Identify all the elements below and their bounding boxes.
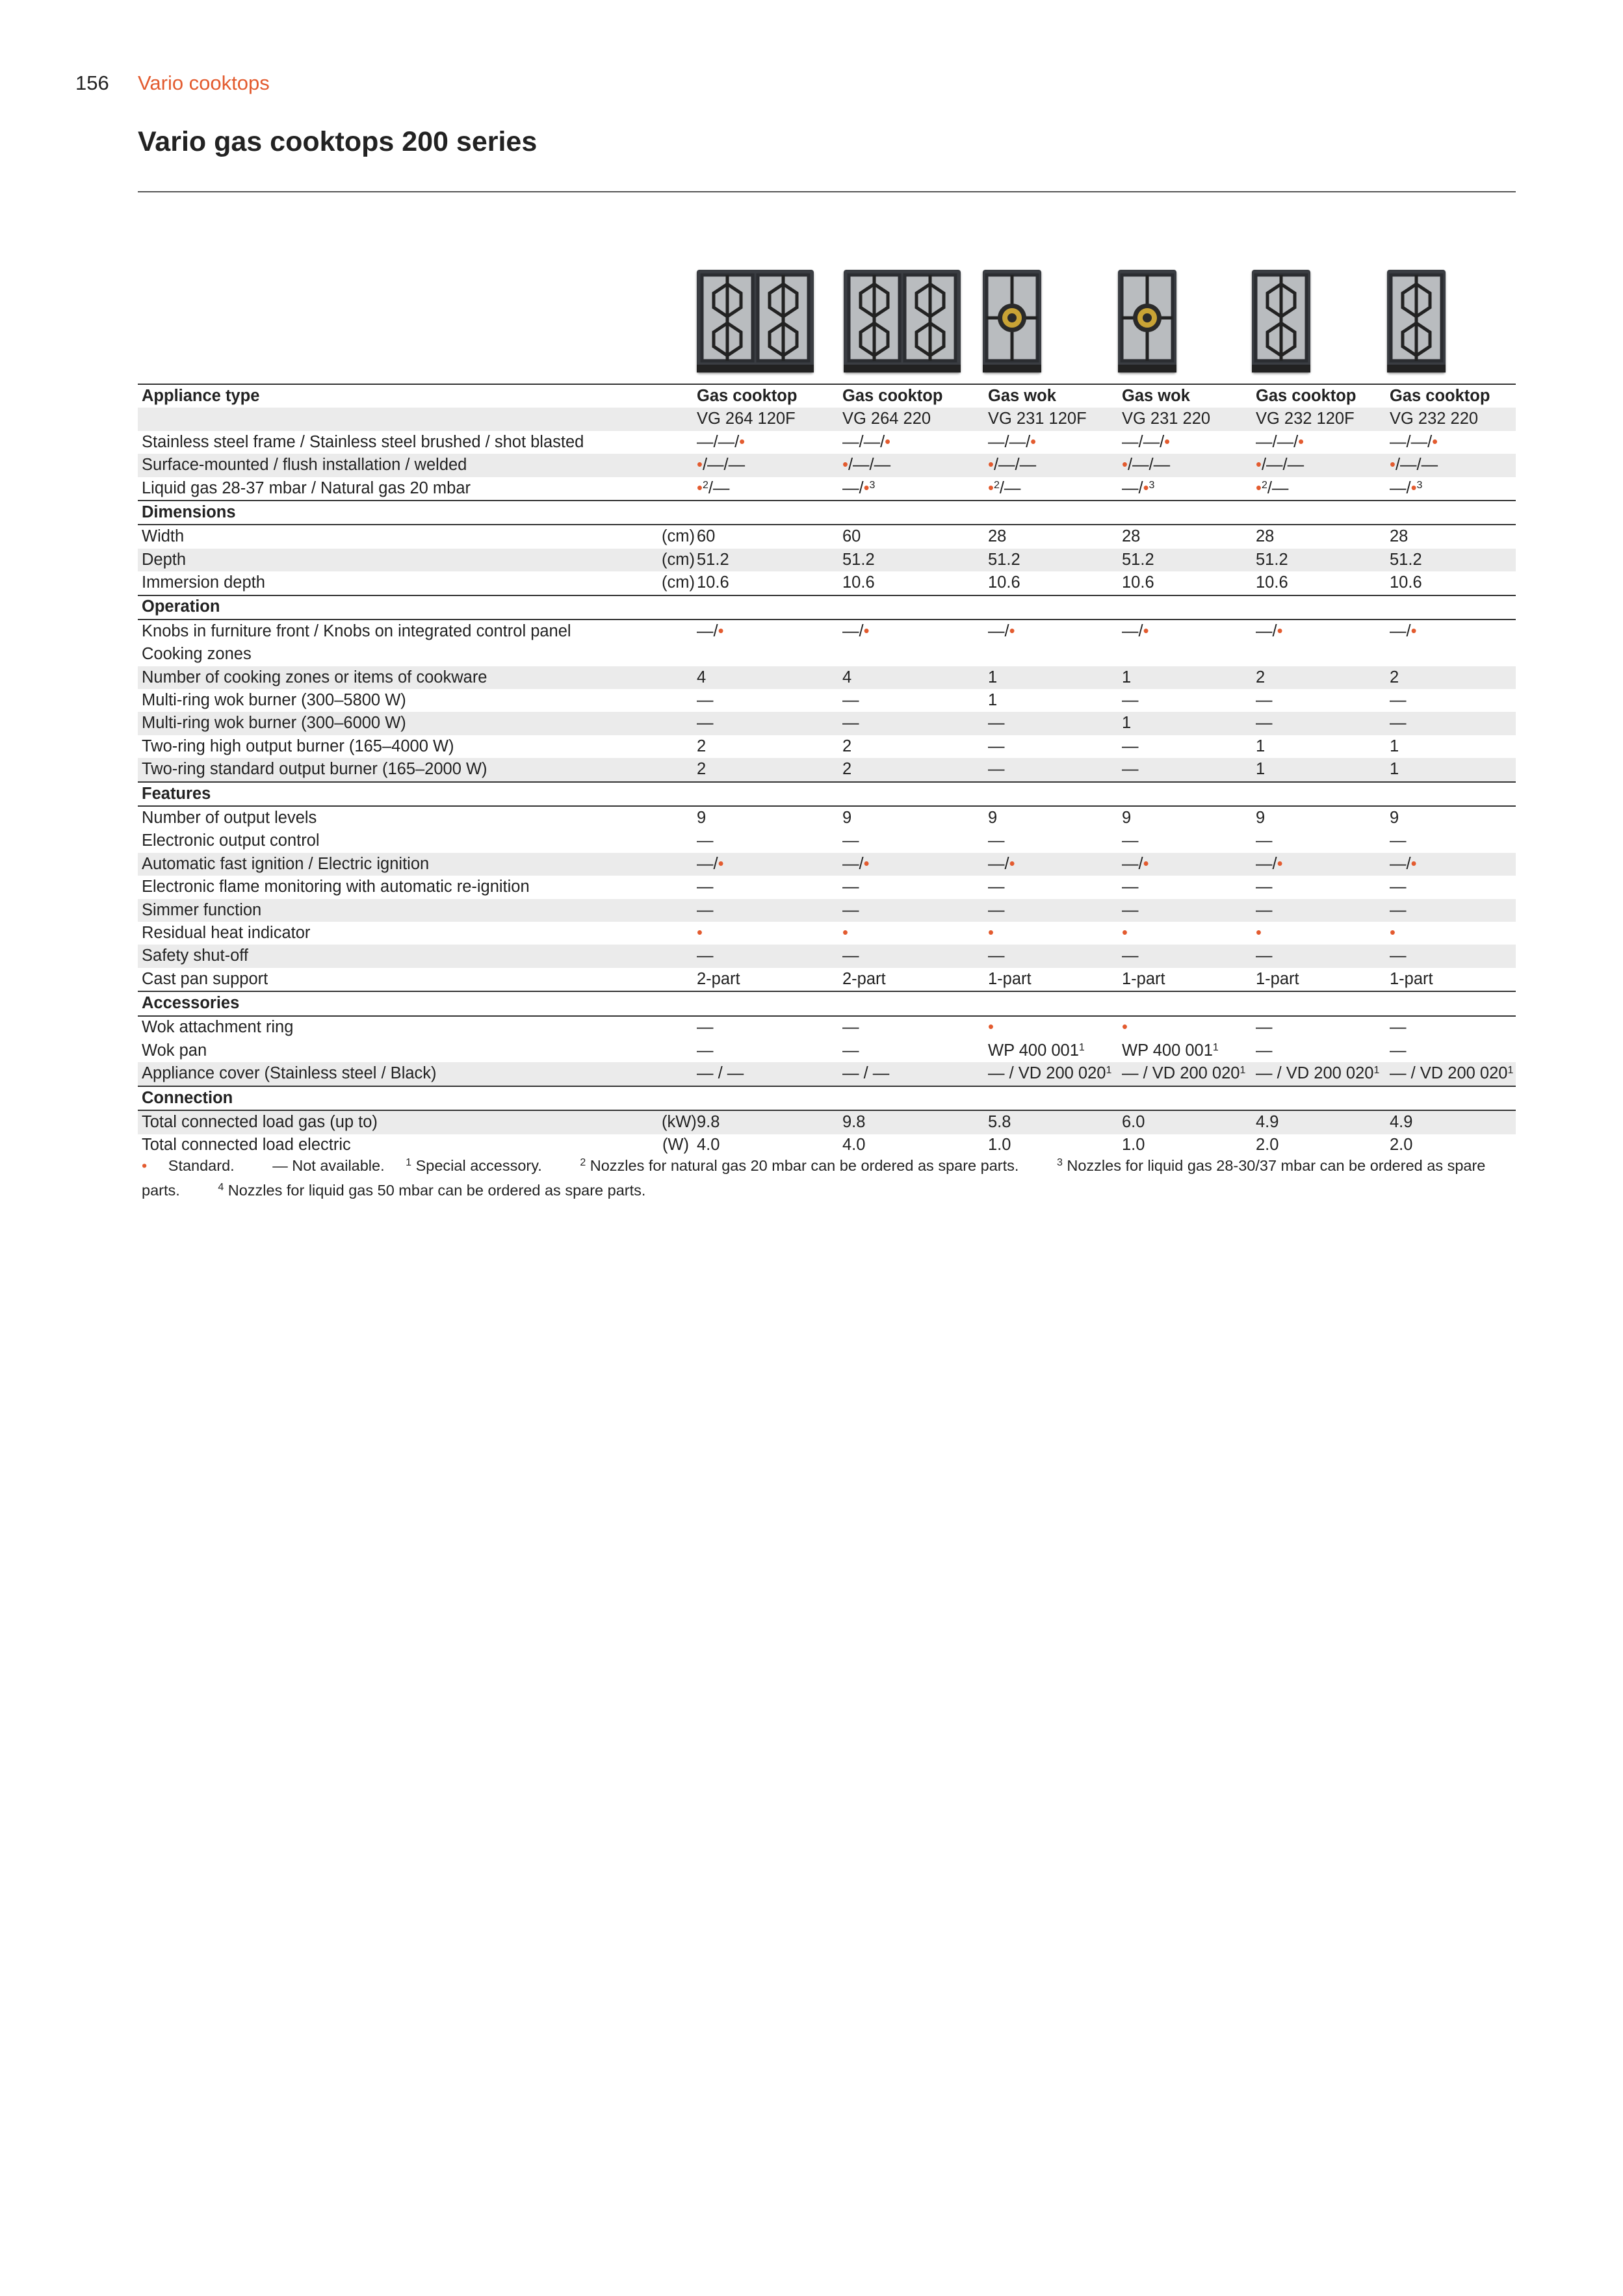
row-unit — [658, 1039, 693, 1062]
table-cell: 28 — [1256, 527, 1275, 546]
table-row — [138, 454, 1516, 476]
footnote-standard: • Standard. — [142, 1157, 235, 1174]
table-cell: 51.2 — [1386, 549, 1516, 571]
single-cooktop-icon — [1252, 270, 1310, 372]
table-cell: 9 — [988, 808, 998, 827]
row-label: Total connected load gas (up to) — [138, 1110, 658, 1134]
table-cell: 2-part — [697, 969, 740, 988]
group-title: Features — [138, 782, 1516, 806]
row-label: Automatic fast ignition / Electric ignition — [138, 853, 658, 876]
group-title: Connection — [138, 1086, 1516, 1110]
table-cell: 1 — [988, 691, 998, 710]
table-cell: — — [838, 712, 984, 735]
table-cell: 51.2 — [1252, 549, 1386, 571]
table-row — [138, 968, 1516, 991]
two-zone-double-cooktop-icon — [844, 270, 961, 372]
table-cell: • — [1390, 923, 1396, 942]
table-cell: 10.6 — [842, 573, 875, 592]
table-cell: — — [984, 758, 1118, 781]
table-cell: 9.8 — [838, 1110, 984, 1134]
table-cell: —/• — [838, 853, 984, 876]
row-label: Number of cooking zones or items of cookware — [138, 666, 658, 689]
table-cell: — — [842, 831, 859, 850]
table-row — [138, 525, 1516, 548]
row-label: Wok attachment ring — [142, 1018, 294, 1037]
row-label: Surface-mounted / flush installation / welded — [138, 454, 658, 476]
product-model: VG 264 220 — [838, 408, 984, 430]
table-cell: 10.6 — [697, 573, 729, 592]
table-row — [138, 689, 1516, 712]
table-row — [138, 899, 1516, 922]
table-cell: 1.0 — [1122, 1136, 1145, 1155]
table-cell: 28 — [988, 527, 1007, 546]
table-cell: — — [842, 1041, 859, 1060]
row-unit — [658, 829, 693, 852]
row-label: Two-ring standard output burner (165–2000 W) — [138, 758, 658, 781]
table-cell: —/—/• — [842, 432, 891, 451]
table-cell: 2.0 — [1256, 1136, 1279, 1155]
table-cell: — — [1256, 691, 1273, 710]
table-cell: 2 — [1386, 666, 1516, 689]
table-cell: — / VD 200 $020^1$ — [1118, 1062, 1252, 1086]
page-title: Vario gas cooktops 200 series — [138, 126, 538, 157]
row-unit: (kW) — [658, 1110, 693, 1134]
table-cell: 28 — [1122, 527, 1141, 546]
row-label: Width — [142, 527, 185, 546]
table-cell: 1 — [1252, 758, 1386, 781]
table-cell: — / VD 200 $020^1$ — [1252, 1062, 1386, 1086]
table-cell: —/• — [1256, 621, 1283, 640]
row-label: Knobs in furniture front / Knobs on integrated control panel — [142, 621, 571, 640]
row-unit: (cm) — [662, 527, 695, 546]
table-row — [138, 922, 1516, 945]
row-unit: (W) — [662, 1136, 689, 1155]
table-cell: — — [1386, 945, 1516, 967]
row-unit — [658, 666, 693, 689]
table-cell: — — [1118, 945, 1252, 967]
table-cell: — — [1390, 831, 1407, 850]
table-cell: 2-part — [842, 969, 886, 988]
row-unit: (cm) — [662, 573, 695, 592]
group-title: Operation — [138, 595, 1516, 620]
table-cell: —/• — [1122, 621, 1149, 640]
table-cell: 1-part — [1390, 969, 1433, 988]
table-cell: •/—/— — [693, 454, 838, 476]
table-cell: 1-part — [988, 969, 1032, 988]
table-row — [138, 549, 1516, 571]
table-cell: 9 — [842, 808, 852, 827]
model-row — [138, 408, 1516, 430]
table-row — [138, 876, 1516, 898]
table-cell: 1 — [1118, 666, 1252, 689]
table-cell: 4 — [838, 666, 984, 689]
group-header-connection — [138, 1086, 1516, 1110]
section-title: Vario cooktops — [138, 72, 270, 94]
table-cell: 60 — [697, 527, 716, 546]
table-cell: •/—/— — [1252, 454, 1386, 476]
product-type: Gas cooktop — [838, 384, 984, 408]
table-row — [138, 853, 1516, 876]
table-cell: 1-part — [1256, 969, 1299, 988]
row-label: Depth — [138, 549, 658, 571]
table-cell: —/—/• — [697, 432, 746, 451]
table-cell: 4.0 — [697, 1136, 720, 1155]
group-header-accessories — [138, 991, 1516, 1015]
table-cell: 9 — [1122, 808, 1132, 827]
table-cell: 1-part — [1122, 969, 1165, 988]
table-cell: 1.0 — [988, 1136, 1011, 1155]
group-header-dimensions — [138, 501, 1516, 525]
row-label: Cooking zones — [142, 645, 252, 664]
table-cell: • — [1256, 923, 1262, 942]
table-cell: — — [1118, 899, 1252, 922]
row-unit — [658, 968, 693, 991]
table-cell: •/—/— — [1386, 454, 1516, 476]
table-cell: —/•$^3$ — [1122, 478, 1155, 497]
row-label: Simmer function — [138, 899, 658, 922]
table-cell: — — [1118, 758, 1252, 781]
table-cell: — — [697, 831, 714, 850]
table-cell: — — [697, 1041, 714, 1060]
table-cell: — — [838, 945, 984, 967]
table-cell: 9.8 — [693, 1110, 838, 1134]
table-cell: — — [984, 945, 1118, 967]
wok-burner-icon — [1118, 270, 1176, 372]
table-cell: •/—/— — [1118, 454, 1252, 476]
table-cell: — — [1390, 878, 1407, 896]
table-cell: 2.0 — [1390, 1136, 1413, 1155]
table-cell: — — [842, 1018, 859, 1037]
row-label: Stainless steel frame / Stainless steel brushed / shot blasted — [142, 432, 584, 451]
table-cell: WP 400 $001^1$ — [1122, 1041, 1219, 1060]
table-cell: — — [1390, 1018, 1407, 1037]
table-cell: 1 — [1118, 712, 1252, 735]
group-header-features — [138, 782, 1516, 806]
product-type: Gas cooktop — [693, 384, 838, 408]
table-cell: • — [988, 923, 994, 942]
table-cell: — — [1390, 1041, 1407, 1060]
table-cell: — — [693, 712, 838, 735]
row-label: Wok pan — [142, 1041, 207, 1060]
group-title: Accessories — [138, 991, 1516, 1015]
table-row — [138, 1016, 1516, 1039]
table-cell: — — [1256, 831, 1273, 850]
table-cell: — / VD 200 $020^1$ — [1386, 1062, 1516, 1086]
table-cell: — — [1252, 899, 1386, 922]
footnote-not-available: — Not available. — [272, 1157, 385, 1174]
table-row — [138, 945, 1516, 967]
page-number: 156 — [75, 72, 109, 94]
row-unit — [658, 945, 693, 967]
table-cell: — — [1252, 945, 1386, 967]
table-cell: — — [1390, 691, 1407, 710]
table-cell: —/• — [697, 621, 724, 640]
product-model: VG 264 120F — [693, 408, 838, 430]
row-unit — [658, 1062, 693, 1086]
product-model: VG 232 220 — [1386, 408, 1516, 430]
table-cell: —/• — [842, 621, 870, 640]
row-label: Two-ring high output burner (165–4000 W) — [142, 737, 454, 755]
table-cell: —/•$^3$ — [842, 478, 876, 497]
table-cell: 2 — [693, 758, 838, 781]
table-cell: 2 — [838, 758, 984, 781]
wok-burner-icon — [983, 270, 1041, 372]
product-model: VG 231 220 — [1118, 408, 1252, 430]
table-cell: —/• — [984, 853, 1118, 876]
row-unit — [658, 876, 693, 898]
table-cell: WP 400 $001^1$ — [988, 1041, 1085, 1060]
table-cell: 51.2 — [693, 549, 838, 571]
table-cell: — — [988, 737, 1005, 755]
table-cell: •$^2$/— — [697, 478, 730, 497]
row-unit — [658, 758, 693, 781]
table-cell: —/• — [693, 853, 838, 876]
row-unit — [658, 712, 693, 735]
table-row — [138, 1062, 1516, 1086]
single-cooktop-icon — [1387, 270, 1446, 372]
table-cell: 4.9 — [1386, 1110, 1516, 1134]
table-cell: — — [984, 712, 1118, 735]
table-cell: 10.6 — [1122, 573, 1154, 592]
table-cell: • — [842, 923, 848, 942]
table-cell: •/—/— — [838, 454, 984, 476]
table-row — [138, 666, 1516, 689]
footnotes — [142, 1152, 1513, 1201]
table-row — [138, 571, 1516, 595]
table-cell: •$^2$/— — [988, 478, 1021, 497]
row-label: Total connected load electric — [142, 1136, 351, 1155]
footnote-3: $^3$ Nozzles for liquid gas 28-30/37 mbar can be ordered as spare parts. — [142, 1157, 1486, 1199]
table-row — [138, 477, 1516, 501]
table-cell: 9 — [697, 808, 707, 827]
table-row — [138, 431, 1516, 454]
table-cell: 1 — [1386, 758, 1516, 781]
row-unit — [658, 806, 693, 829]
table-cell: 1 — [1390, 737, 1399, 755]
table-cell: 2 — [697, 737, 707, 755]
row-label: Liquid gas 28-37 mbar / Natural gas 20 mbar — [142, 478, 471, 497]
table-cell: 9 — [1390, 808, 1399, 827]
table-cell: •/—/— — [984, 454, 1118, 476]
product-type: Gas cooktop — [1386, 384, 1516, 408]
footnote-2: $^2$ Nozzles for natural gas 20 mbar can be ordered as spare parts. — [580, 1157, 1019, 1174]
row-label: Electronic flame monitoring with automatic re-ignition — [142, 878, 530, 896]
appliance-type-row — [138, 384, 1516, 408]
table-row — [138, 806, 1516, 829]
table-cell: — — [988, 831, 1005, 850]
table-cell: 1 — [1256, 737, 1266, 755]
row-unit — [658, 899, 693, 922]
table-row — [138, 829, 1516, 852]
row-label: Number of output levels — [142, 808, 317, 827]
table-cell: •$^2$/— — [1256, 478, 1289, 497]
table-cell: 6.0 — [1118, 1110, 1252, 1134]
table-row — [138, 712, 1516, 735]
table-cell: — — [842, 878, 859, 896]
table-cell: 60 — [842, 527, 861, 546]
table-cell: — — [842, 691, 859, 710]
row-label: Cast pan support — [142, 969, 268, 988]
table-row — [138, 758, 1516, 781]
row-unit — [658, 735, 693, 758]
product-type: Gas wok — [1118, 384, 1252, 408]
product-type: Gas cooktop — [1252, 384, 1386, 408]
table-cell: — / VD 200 $020^1$ — [984, 1062, 1118, 1086]
table-cell: • — [1122, 1018, 1128, 1037]
group-title: Dimensions — [138, 501, 1516, 525]
table-cell: —/• — [1118, 853, 1252, 876]
table-cell: 10.6 — [1390, 573, 1422, 592]
table-cell: — — [1122, 737, 1139, 755]
row-unit — [658, 689, 693, 712]
table-cell: • — [1122, 923, 1128, 942]
spec-table — [138, 384, 1516, 1157]
table-row — [138, 1110, 1516, 1134]
table-cell: —/• — [1252, 853, 1386, 876]
title-divider — [138, 191, 1516, 192]
table-row — [138, 620, 1516, 643]
table-cell: — / — — [693, 1062, 838, 1086]
row-label: Safety shut-off — [138, 945, 658, 967]
table-cell: 51.2 — [984, 549, 1118, 571]
table-cell: — — [697, 1018, 714, 1037]
table-cell: —/• — [1386, 853, 1516, 876]
table-cell: 51.2 — [1118, 549, 1252, 571]
table-cell: 4.0 — [842, 1136, 866, 1155]
table-cell: 4 — [693, 666, 838, 689]
table-cell: 9 — [1256, 808, 1266, 827]
table-cell: 2 — [842, 737, 852, 755]
table-cell: 5.8 — [984, 1110, 1118, 1134]
table-cell: —/—/• — [1256, 432, 1305, 451]
table-cell: — — [697, 691, 714, 710]
table-row — [138, 735, 1516, 758]
row-label: Residual heat indicator — [142, 923, 311, 942]
group-header-operation — [138, 595, 1516, 620]
table-cell: — — [1252, 712, 1386, 735]
table-cell: — — [1386, 899, 1516, 922]
row-label: Electronic output control — [142, 831, 320, 850]
table-row — [138, 643, 1516, 666]
row-label: Immersion depth — [142, 573, 265, 592]
table-cell: 10.6 — [1256, 573, 1288, 592]
table-cell: • — [988, 1018, 994, 1037]
table-row — [138, 1039, 1516, 1062]
table-cell: — — [1122, 691, 1139, 710]
table-cell: —/• — [1390, 621, 1417, 640]
table-cell: — — [1256, 1018, 1273, 1037]
table-cell: — / — — [838, 1062, 984, 1086]
footnote-1: $^1$ Special accessory. — [406, 1157, 542, 1174]
product-model: VG 231 120F — [984, 408, 1118, 430]
table-cell: —/—/• — [988, 432, 1037, 451]
table-cell: — — [693, 945, 838, 967]
table-cell: —/•$^3$ — [1390, 478, 1423, 497]
row-label: Appliance type — [138, 384, 658, 408]
footnote-4: $^4$ Nozzles for liquid gas 50 mbar can be ordered as spare parts. — [218, 1182, 646, 1199]
table-cell: — — [984, 899, 1118, 922]
product-model: VG 232 120F — [1252, 408, 1386, 430]
product-type: Gas wok — [984, 384, 1118, 408]
table-cell: • — [697, 923, 703, 942]
table-cell: 2 — [1252, 666, 1386, 689]
row-label: Multi-ring wok burner (300–6000 W) — [138, 712, 658, 735]
table-cell: — — [1122, 831, 1139, 850]
product-images — [138, 263, 1516, 377]
table-cell: — — [838, 899, 984, 922]
table-cell: 28 — [1390, 527, 1409, 546]
table-cell: 4.9 — [1252, 1110, 1386, 1134]
table-cell: — — [1386, 712, 1516, 735]
table-cell: 10.6 — [988, 573, 1020, 592]
table-cell: — — [697, 878, 714, 896]
table-cell: 1 — [984, 666, 1118, 689]
row-label: Appliance cover (Stainless steel / Black) — [138, 1062, 658, 1086]
table-cell: 51.2 — [838, 549, 984, 571]
table-cell: — — [1122, 878, 1139, 896]
row-label: Multi-ring wok burner (300–5800 W) — [142, 691, 406, 710]
row-unit: (cm) — [658, 549, 693, 571]
table-cell: — — [693, 899, 838, 922]
table-cell: —/—/• — [1122, 432, 1171, 451]
table-cell: —/—/• — [1390, 432, 1438, 451]
table-cell: —/• — [988, 621, 1015, 640]
two-zone-double-cooktop-icon — [697, 270, 814, 372]
table-cell: — — [1256, 1041, 1273, 1060]
table-cell: — — [1256, 878, 1273, 896]
table-cell: — — [988, 878, 1005, 896]
